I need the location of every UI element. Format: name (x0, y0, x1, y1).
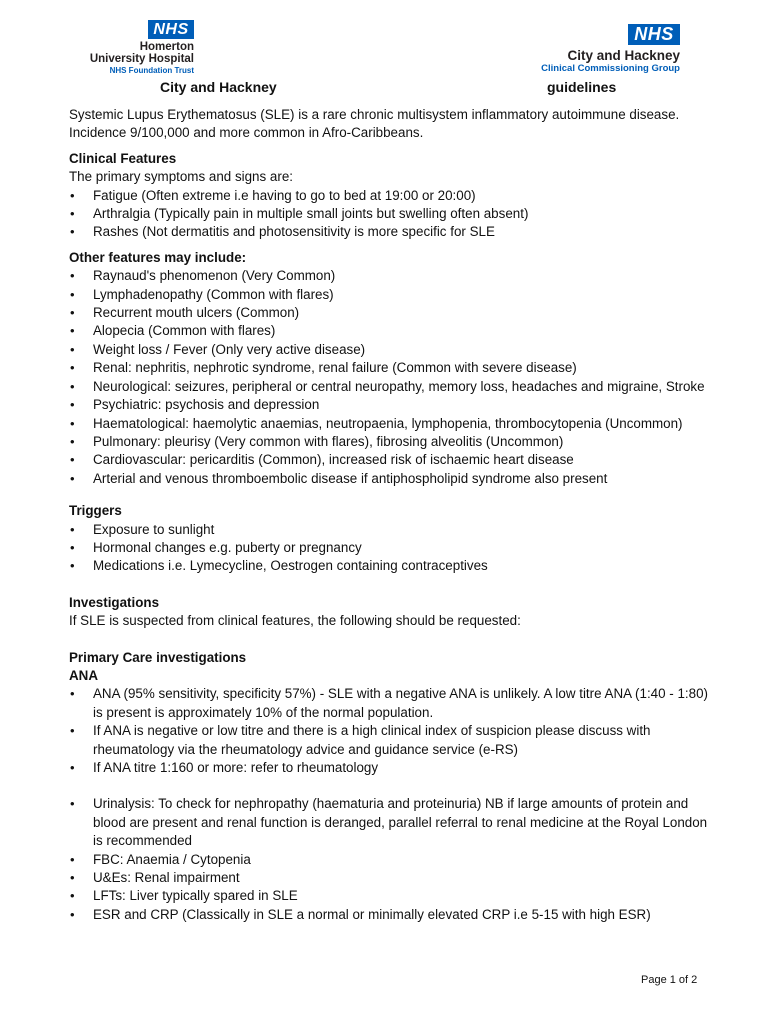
header-right-title: guidelines (547, 79, 617, 95)
list-item: • ESR and CRP (Classically in SLE a normal or minimally elevated CRP i.e 5-15 with high ESR) (69, 906, 709, 924)
list-item: • If ANA titre 1:160 or more: refer to rheumatology (69, 759, 709, 777)
clinical-features-lead: The primary symptoms and signs are: (69, 169, 293, 185)
list-item: • Alopecia (Common with flares) (69, 322, 709, 340)
homerton-logo (76, 20, 196, 78)
list-item: • Lymphadenopathy (Common with flares) (69, 286, 709, 304)
header-left-title: City and Hackney (160, 79, 277, 95)
clinical-features-list (69, 187, 709, 242)
nhs-logo-left: NHS (148, 20, 194, 39)
list-item: • Cardiovascular: pericarditis (Common), increased risk of ischaemic heart disease (69, 451, 709, 469)
nhs-logo-right: NHS (628, 24, 680, 45)
list-item: • If ANA is negative or low titre and there is a high clinical index of suspicion please discuss with rheumatology via the rheumatology advice and guidance service (e-RS) (69, 722, 709, 759)
list-item: • Raynaud's phenomenon (Very Common) (69, 267, 709, 285)
ccg-logo-line2: Clinical Commissioning Group (541, 63, 680, 74)
list-item: • U&Es: Renal impairment (69, 869, 709, 887)
triggers-heading: Triggers (69, 503, 122, 519)
list-item: • Rashes (Not dermatitis and photosensitivity is more specific for SLE (69, 223, 709, 241)
other-investigations-list (69, 795, 709, 924)
ccg-logo (536, 24, 682, 76)
ccg-logo-line1: City and Hackney (567, 48, 680, 63)
other-features-list (69, 267, 709, 488)
list-item: • Exposure to sunlight (69, 521, 709, 539)
list-item: • Neurological: seizures, peripheral or central neuropathy, memory loss, headaches and migraine, Stroke (69, 378, 709, 396)
list-item: • Urinalysis: To check for nephropathy (haematuria and proteinuria) NB if large amounts of protein and blood are present and renal function is deranged, parallel referral to renal medicine at the Royal London is recommended (69, 795, 709, 850)
primary-care-heading: Primary Care investigations (69, 649, 247, 665)
clinical-features-heading: Clinical Features (69, 150, 177, 166)
list-item: • Arterial and venous thromboembolic disease if antiphospholipid syndrome also present (69, 470, 709, 488)
list-item: • Arthralgia (Typically pain in multiple small joints but swelling often absent) (69, 205, 709, 223)
list-item: • Renal: nephritis, nephrotic syndrome, renal failure (Common with severe disease) (69, 359, 709, 377)
document-body (69, 106, 709, 924)
list-item: • FBC: Anaemia / Cytopenia (69, 851, 709, 869)
list-item: • Psychiatric: psychosis and depression (69, 396, 709, 414)
list-item: • Medications i.e. Lymecycline, Oestrogen containing contraceptives (69, 557, 709, 575)
list-item: • LFTs: Liver typically spared in SLE (69, 887, 709, 905)
intro-paragraph: Systemic Lupus Erythematosus (SLE) is a rare chronic multisystem inflammatory autoimmune disease. Incidence 9/100,000 and more common in Afro-Caribbeans. (69, 107, 680, 141)
list-item: • Pulmonary: pleurisy (Very common with flares), fibrosing alveolitis (Uncommon) (69, 433, 709, 451)
list-item: • Recurrent mouth ulcers (Common) (69, 304, 709, 322)
homerton-logo-line1: Homerton (139, 41, 194, 53)
investigations-heading: Investigations (69, 594, 160, 610)
ana-list (69, 685, 709, 777)
ana-subheading: ANA (69, 667, 99, 683)
page-number: Page 1 of 2 (641, 974, 698, 986)
list-item: • ANA (95% sensitivity, specificity 57%) - SLE with a negative ANA is unlikely. A low titre ANA (1:40 - 1:80) is present is approximately 10% of the normal population. (69, 685, 709, 722)
investigations-lead: If SLE is suspected from clinical features, the following should be requested: (69, 613, 521, 629)
homerton-logo-line3: NHS Foundation Trust (109, 66, 194, 75)
list-item: • Haematological: haemolytic anaemias, neutropaenia, lymphopenia, thrombocytopenia (Uncommon) (69, 415, 709, 433)
homerton-logo-line2: University Hospital (89, 53, 194, 65)
list-item: • Weight loss / Fever (Only very active disease) (69, 341, 709, 359)
other-features-heading: Other features may include: (69, 249, 247, 265)
list-item: • Fatigue (Often extreme i.e having to go to bed at 19:00 or 20:00) (69, 187, 709, 205)
triggers-list (69, 521, 709, 576)
list-item: • Hormonal changes e.g. puberty or pregnancy (69, 539, 709, 557)
